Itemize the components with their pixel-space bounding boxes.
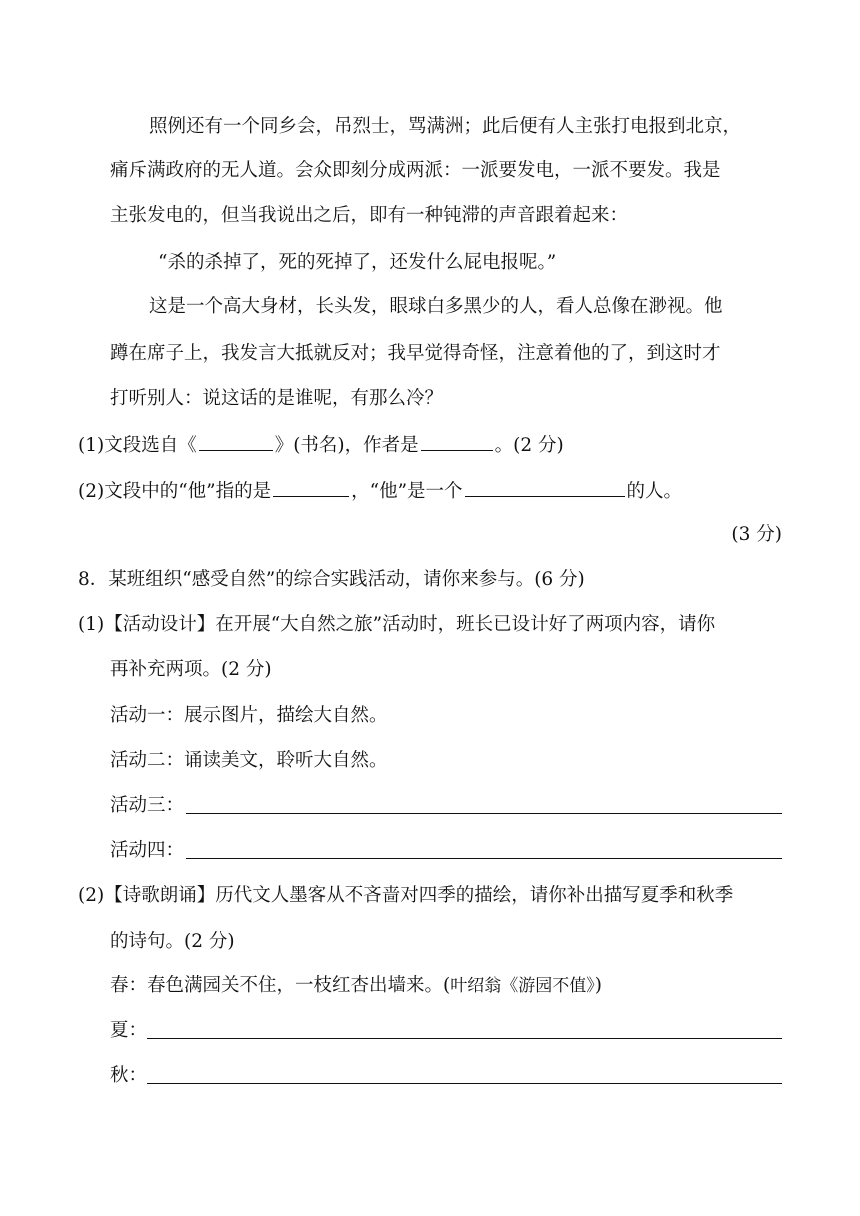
q7-sub1-text-c: 。(2 分) (494, 435, 564, 456)
q7-sub2-text-c: 的人。 (626, 481, 683, 502)
q8-sub2-line2: 的诗句。(2 分) (110, 931, 235, 952)
passage-line: 打听别人：说这话的是谁呢，有那么冷？ (110, 388, 444, 409)
q7-sub1 (78, 432, 564, 459)
passage-line: 痛斥满政府的无人道。会众即刻分成两派：一派要发电，一派不要发。我是 (110, 160, 721, 181)
q8-sub1-line1: (1)【活动设计】在开展“大自然之旅”活动时，班长已设计好了两项内容，请你 (78, 614, 716, 635)
spring-poem-close: ) (594, 975, 602, 996)
q7-sub2-score: (3 分) (731, 524, 782, 545)
spring-poem-source: 叶绍翁《游园不值》 (450, 976, 595, 996)
q7-sub1-text-b: 》(书名)，作者是 (274, 435, 419, 456)
activity-four-blank[interactable] (186, 858, 782, 859)
autumn-label: 秋： (110, 1065, 148, 1086)
activity-three-blank[interactable] (186, 813, 782, 814)
q7-sub2 (78, 478, 682, 505)
passage-line: 这是一个高大身材，长头发，眼球白多黑少的人，看人总像在渺视。他 (149, 296, 723, 317)
q7-sub2-text-a: (2)文段中的“他”指的是 (78, 481, 272, 502)
author-blank[interactable] (421, 432, 493, 451)
q8-sub1-line2: 再补充两项。(2 分) (110, 659, 272, 680)
activity-three-label: 活动三： (110, 795, 185, 816)
q7-sub1-text-a: (1)文段选自《 (78, 435, 197, 456)
spring-poem (110, 973, 602, 999)
passage-line: 蹲在席子上，我发言大抵就反对；我早觉得奇怪，注意着他的了，到这时才 (110, 343, 721, 364)
passage-quote: “杀的杀掉了，死的死掉了，还发什么屁电报呢。” (158, 252, 557, 273)
passage-line: 主张发电的，但当我说出之后，即有一种钝滞的声音跟着起来： (110, 205, 629, 226)
activity-one: 活动一：展示图片，描绘大自然。 (110, 705, 388, 726)
q8-sub2-line1: (2)【诗歌朗诵】历代文人墨客从不吝啬对四季的描绘，请你补出描写夏季和秋季 (78, 885, 734, 906)
he-refers-blank[interactable] (273, 478, 349, 497)
activity-two: 活动二：诵读美文，聆听大自然。 (110, 750, 388, 771)
book-title-blank[interactable] (199, 432, 273, 451)
q8-title: 8．某班组织“感受自然”的综合实践活动，请你来参与。(6 分) (78, 569, 585, 590)
spring-poem-text: 春：春色满园关不住，一枝红杏出墙来。( (110, 975, 451, 996)
he-is-blank[interactable] (465, 478, 625, 497)
summer-blank[interactable] (147, 1038, 782, 1039)
summer-label: 夏： (110, 1020, 148, 1041)
passage-line: 照例还有一个同乡会，吊烈士，骂满洲；此后便有人主张打电报到北京， (149, 116, 742, 137)
autumn-blank[interactable] (147, 1083, 782, 1084)
activity-four-label: 活动四： (110, 840, 185, 861)
q7-sub2-text-b: ，“他”是一个 (351, 481, 463, 502)
